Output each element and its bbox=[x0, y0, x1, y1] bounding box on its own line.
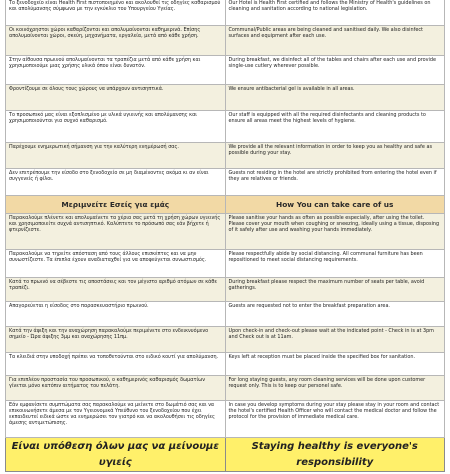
footer-greek: Είναι υπόθεση όλων μας να μείνουμε υγιείς bbox=[6, 438, 226, 472]
table-row bbox=[6, 56, 445, 85]
greek-cell: Παρακαλούμε πλένετε και απολυμαίνετε τα χέρια σας μετά τη χρήση χώρων υγιεινής και χρησιμοποιείτε συχνά αντισηπτικό. Καλύπτετε το πρόσωπό σας εάν βήχετε ή φτερνίζεστε. bbox=[6, 214, 226, 250]
greek-cell: Παρακαλούμε να τηρείτε απόσταση από τους άλλους επισκέπτες και να μην συνωστίζεστε. Τα έπιπλα έχουν αναδιαταχθεί για να αποφεύγεται συνωστισμός. bbox=[6, 250, 226, 278]
table-row bbox=[6, 302, 445, 327]
english-cell: For long staying guests, any room cleaning services will be done upon customer request only. This is to keep our personel safe. bbox=[225, 376, 445, 401]
english-cell: Keys left at reception must be placed inside the specified box for sanitation. bbox=[225, 353, 445, 376]
table-row bbox=[6, 26, 445, 56]
table-row bbox=[6, 250, 445, 278]
table-row bbox=[6, 0, 445, 26]
english-cell: During breakfast, we disinfect all of the tables and chairs after each use and provide single-use cutlery wherever possible. bbox=[225, 56, 445, 85]
greek-cell: Οι κοινόχρηστοι χώροι καθαρίζονται και απολυμαίνονται καθημερινά. Επίσης απολυμαίνονται χώροι, σκεύη, μηχανήματα, εργαλεία, μετά από κάθε χρήση. bbox=[6, 26, 226, 56]
table-row bbox=[6, 143, 445, 169]
greek-cell: Το ξενοδοχείο είναι Health First πιστοποιημένο και ακολουθεί τις οδηγίες καθαρισμού και απολύμανσης σύμφωνα με την εγκύκλιο του Υπουργείου Υγείας. bbox=[6, 0, 226, 26]
footer-row bbox=[6, 438, 445, 472]
greek-cell: Εάν εμφανίσετε συμπτώματα σας παρακαλούμε να μείνετε στο δωμάτιό σας και να επικοινωνήσετε άμεσα με τον Υγειονομικά Υπεύθυνο του ξενοδοχείου που έχει εκπαιδευτεί ειδικά ώστε να ενημερώσει τον γιατρό και να ακολουθήσει τις οδηγίες άμεσης αντιμετώπισης. bbox=[6, 401, 226, 438]
greek-cell: Δεν επιτρέπουμε την είσοδο στο ξενοδοχείο σε μη διαμένοντες ακόμα κι αν είναι συγγενείς ή φίλοι. bbox=[6, 169, 226, 196]
table-row bbox=[6, 111, 445, 143]
section-header-english: How You can take care of us bbox=[225, 196, 445, 214]
greek-cell: Στην αίθουσα πρωινού απολυμαίνονται τα τραπέζια μετά από κάθε χρήση και χρησιμοποιούμε μιας χρήσης υλικά όπου είναι δυνατόν. bbox=[6, 56, 226, 85]
section-header-greek: Μεριμνείτε Εσείς για εμάς bbox=[6, 196, 226, 214]
english-cell: In case you develop symptoms during your stay please stay in your room and contact the hotel's certified Health Officer who will contact the medical doctor and follow the protocol for the provision of immediate medical care. bbox=[225, 401, 445, 438]
english-cell: We ensure antibacterial gel is available in all areas. bbox=[225, 85, 445, 111]
english-cell: Upon check-in and check-out please wait at the indicated point - Check in is at 3pm and Check out is at 11am. bbox=[225, 327, 445, 353]
english-cell: Our Hotel is Health First certified and follows the Ministry of Health's guidelines on cleaning and sanitation according to national legislation. bbox=[225, 0, 445, 26]
english-cell: We provide all the relevant information in order to keep you as healthy and safe as possible during your stay. bbox=[225, 143, 445, 169]
table-row bbox=[6, 85, 445, 111]
greek-cell: Κατά την άφιξη και την αναχώρηση παρακαλούμε περιμένετε στο ενδεικνυόμενο σημείο - Ώρα άφιξης 3μμ και αναχώρησης 11πμ. bbox=[6, 327, 226, 353]
greek-cell: Για επιπλέον προστασία του προσωπικού, ο καθημερινός καθαρισμός δωματίων γίνεται μόνο κατόπιν αιτήματος του πελάτη. bbox=[6, 376, 226, 401]
greek-cell: Το προσωπικό μας είναι εξοπλισμένο με υλικά υγιεινής και απολύμανσης και χρησιμοποιούνται για συχνό καθαρισμό. bbox=[6, 111, 226, 143]
english-cell: Guests are requested not to enter the breakfast preparation area. bbox=[225, 302, 445, 327]
greek-cell: Απαγορεύεται η είσοδος στο παρασκευαστήριο πρωινού. bbox=[6, 302, 226, 327]
english-cell: Our staff is equipped with all the required disinfectants and cleaning products to ensure all areas meet the highest levels of hygiene. bbox=[225, 111, 445, 143]
table-row bbox=[6, 376, 445, 401]
greek-cell: Φροντίζουμε σε όλους τους χώρους να υπάρχουν αντισηπτικά. bbox=[6, 85, 226, 111]
table-row bbox=[6, 353, 445, 376]
english-cell: Guests not residing in the hotel are strictly prohibited from entering the hotel even if they are relatives or friends. bbox=[225, 169, 445, 196]
english-cell: During breakfast please respect the maximum number of seats per table, avoid gatherings. bbox=[225, 278, 445, 302]
english-cell: Please respectfully abide by social distancing. All communal furniture has been repositioned to meet social distancing requirements. bbox=[225, 250, 445, 278]
table-row bbox=[6, 169, 445, 196]
greek-cell: Τα κλειδιά στην υποδοχή πρέπει να τοποθετούνται στο ειδικό κουτί για απολύμανση. bbox=[6, 353, 226, 376]
table-row bbox=[6, 401, 445, 438]
english-cell: Please sanitise your hands as often as possible especially, after using the toilet. Please cover your mouth when coughing or sneezing, ideally using a tissue, disposing of it safely after use and washing your hands immediately. bbox=[225, 214, 445, 250]
table-row bbox=[6, 278, 445, 302]
table-row bbox=[6, 214, 445, 250]
health-notice-table bbox=[5, 0, 445, 472]
table-row bbox=[6, 327, 445, 353]
footer-english: Staying healthy is everyone's responsibility bbox=[225, 438, 445, 472]
section-header-row bbox=[6, 196, 445, 214]
greek-cell: Παρέχουμε ενημερωτική σήμανση για την καλύτερη ενημέρωσή σας. bbox=[6, 143, 226, 169]
english-cell: Communal/Public areas are being cleaned and sanitised daily. We also disinfect surfaces and equipment after each use. bbox=[225, 26, 445, 56]
greek-cell: Κατά το πρωινό να σέβεστε τις αποστάσεις και τον μέγιστο αριθμό ατόμων σε κάθε τραπέζι. bbox=[6, 278, 226, 302]
